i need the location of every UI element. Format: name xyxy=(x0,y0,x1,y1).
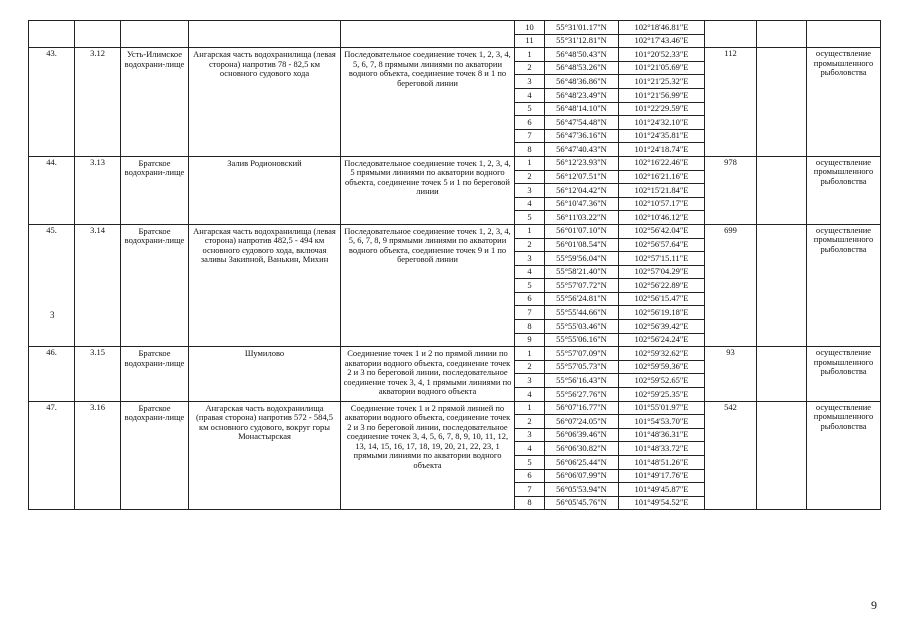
point-longitude: 102°10'57.17"E xyxy=(619,197,705,211)
cell-empty xyxy=(757,48,807,157)
point-latitude: 55°57'07.72"N xyxy=(545,279,619,293)
point-number: 2 xyxy=(515,415,545,429)
coordinates-table xyxy=(28,20,881,510)
page-number: 9 xyxy=(871,598,877,612)
purpose: осуществление промышленного рыболовства xyxy=(807,347,881,401)
point-longitude: 102°18'46.81"E xyxy=(619,21,705,35)
area-value: 699 xyxy=(705,224,757,346)
point-longitude: 102°16'21.16"E xyxy=(619,170,705,184)
point-latitude: 56°01'07.10"N xyxy=(545,224,619,238)
point-number: 3 xyxy=(515,252,545,266)
point-longitude: 102°56'15.47"E xyxy=(619,292,705,306)
entry-number: 45. xyxy=(29,224,75,346)
point-latitude: 55°57'07.09"N xyxy=(545,347,619,361)
entry-subnumber: 3.13 xyxy=(75,156,121,224)
margin-mark: 3 xyxy=(50,310,55,320)
point-longitude: 102°59'52.65"E xyxy=(619,374,705,388)
entry-number: 43. xyxy=(29,48,75,157)
cell-desc xyxy=(341,21,515,48)
point-number: 8 xyxy=(515,143,545,157)
site-name: Шумилово xyxy=(189,347,341,401)
point-number: 4 xyxy=(515,388,545,402)
point-number: 5 xyxy=(515,456,545,470)
point-longitude: 101°21'56.99"E xyxy=(619,88,705,102)
point-longitude: 101°21'05.69"E xyxy=(619,61,705,75)
table-row xyxy=(29,21,881,35)
point-number: 1 xyxy=(515,224,545,238)
area-value: 93 xyxy=(705,347,757,401)
purpose: осуществление промышленного рыболовства xyxy=(807,401,881,510)
point-longitude: 102°59'59.36"E xyxy=(619,360,705,374)
point-longitude: 101°20'52.33"E xyxy=(619,48,705,62)
table-row xyxy=(29,224,881,238)
point-longitude: 102°56'39.42"E xyxy=(619,320,705,334)
entry-subnumber: 3.14 xyxy=(75,224,121,346)
point-number: 2 xyxy=(515,360,545,374)
point-longitude: 101°49'54.52"E xyxy=(619,496,705,510)
point-longitude: 101°24'18.74"E xyxy=(619,143,705,157)
point-number: 9 xyxy=(515,333,545,347)
point-number: 1 xyxy=(515,156,545,170)
point-latitude: 56°47'40.43"N xyxy=(545,143,619,157)
table-row xyxy=(29,401,881,415)
point-latitude: 55°31'12.81"N xyxy=(545,34,619,48)
entry-subnumber: 3.12 xyxy=(75,48,121,157)
point-latitude: 56°12'04.42"N xyxy=(545,184,619,198)
point-longitude: 101°24'32.10"E xyxy=(619,116,705,130)
point-latitude: 56°48'53.26"N xyxy=(545,61,619,75)
point-latitude: 56°48'36.86"N xyxy=(545,75,619,89)
cell-water xyxy=(121,21,189,48)
water-body: Братское водохрани-лище xyxy=(121,224,189,346)
boundary-description: Последовательное соединение точек 1, 2, 3, 4, 5, 6, 7, 8, 9 прямыми линиями по акватории водного объекта, соединение точек 9 и 1 по береговой линии xyxy=(341,224,515,346)
point-number: 10 xyxy=(515,21,545,35)
cell-area xyxy=(705,21,757,48)
table-row xyxy=(29,347,881,361)
entry-number: 44. xyxy=(29,156,75,224)
point-latitude: 56°48'14.10"N xyxy=(545,102,619,116)
point-number: 6 xyxy=(515,116,545,130)
point-longitude: 102°57'15.11"E xyxy=(619,252,705,266)
point-longitude: 102°59'32.62"E xyxy=(619,347,705,361)
point-latitude: 55°56'24.81"N xyxy=(545,292,619,306)
point-number: 3 xyxy=(515,184,545,198)
point-latitude: 55°59'56.04"N xyxy=(545,252,619,266)
site-name: Залив Родионовский xyxy=(189,156,341,224)
cell-num xyxy=(29,21,75,48)
point-latitude: 55°56'27.76"N xyxy=(545,388,619,402)
point-number: 4 xyxy=(515,197,545,211)
point-number: 1 xyxy=(515,401,545,415)
boundary-description: Последовательное соединение точек 1, 2, 3, 4, 5, 6, 7, 8 прямыми линиями по акватории водного объекта, соединение точек 8 и 1 по береговой линии xyxy=(341,48,515,157)
entry-subnumber: 3.16 xyxy=(75,401,121,510)
point-longitude: 102°15'21.84"E xyxy=(619,184,705,198)
point-number: 7 xyxy=(515,306,545,320)
point-number: 5 xyxy=(515,102,545,116)
point-number: 2 xyxy=(515,238,545,252)
point-longitude: 101°22'29.59"E xyxy=(619,102,705,116)
point-number: 3 xyxy=(515,75,545,89)
point-longitude: 101°49'45.87"E xyxy=(619,483,705,497)
point-latitude: 56°10'47.36"N xyxy=(545,197,619,211)
area-value: 542 xyxy=(705,401,757,510)
point-longitude: 101°55'01.97"E xyxy=(619,401,705,415)
cell-empty xyxy=(757,156,807,224)
point-longitude: 101°48'36.31"E xyxy=(619,428,705,442)
point-longitude: 102°57'04.29"E xyxy=(619,265,705,279)
point-longitude: 102°17'43.46"E xyxy=(619,34,705,48)
point-latitude: 56°48'23.49"N xyxy=(545,88,619,102)
point-number: 7 xyxy=(515,483,545,497)
point-number: 7 xyxy=(515,129,545,143)
point-longitude: 102°16'22.46"E xyxy=(619,156,705,170)
point-latitude: 56°47'36.16"N xyxy=(545,129,619,143)
point-longitude: 101°49'17.76"E xyxy=(619,469,705,483)
cell-empty xyxy=(757,401,807,510)
point-number: 6 xyxy=(515,469,545,483)
site-name: Ангарская часть водохранилища (правая сторона) напротив 572 - 584,5 км основного судового, вокруг горы Монастырская xyxy=(189,401,341,510)
point-number: 2 xyxy=(515,61,545,75)
entry-number: 47. xyxy=(29,401,75,510)
point-latitude: 56°12'07.51"N xyxy=(545,170,619,184)
point-longitude: 102°59'25.35"E xyxy=(619,388,705,402)
point-number: 4 xyxy=(515,88,545,102)
table-row xyxy=(29,48,881,62)
site-name: Ангарская часть водохранилища (левая сторона) напротив 482,5 - 494 км основного судового хода, включая заливы Закипной, Ванькин, Михин xyxy=(189,224,341,346)
point-latitude: 56°07'24.05"N xyxy=(545,415,619,429)
point-longitude: 102°56'57.64"E xyxy=(619,238,705,252)
point-number: 11 xyxy=(515,34,545,48)
cell-name xyxy=(189,21,341,48)
point-number: 2 xyxy=(515,170,545,184)
point-latitude: 55°55'06.16"N xyxy=(545,333,619,347)
point-latitude: 56°06'07.99"N xyxy=(545,469,619,483)
point-latitude: 56°48'50.43"N xyxy=(545,48,619,62)
point-latitude: 56°06'30.82"N xyxy=(545,442,619,456)
cell-sub xyxy=(75,21,121,48)
point-number: 5 xyxy=(515,279,545,293)
point-longitude: 101°54'53.70"E xyxy=(619,415,705,429)
table-body xyxy=(29,21,881,510)
purpose: осуществление промышленного рыболовства xyxy=(807,48,881,157)
point-number: 3 xyxy=(515,374,545,388)
point-longitude: 102°10'46.12"E xyxy=(619,211,705,225)
point-longitude: 101°21'25.32"E xyxy=(619,75,705,89)
point-latitude: 55°57'05.73"N xyxy=(545,360,619,374)
point-latitude: 55°58'21.40"N xyxy=(545,265,619,279)
point-number: 6 xyxy=(515,292,545,306)
water-body: Братское водохрани-лище xyxy=(121,401,189,510)
water-body: Братское водохрани-лище xyxy=(121,156,189,224)
point-latitude: 56°12'23.93"N xyxy=(545,156,619,170)
point-latitude: 56°01'08.54"N xyxy=(545,238,619,252)
point-latitude: 55°55'03.46"N xyxy=(545,320,619,334)
point-longitude: 102°56'42.04"E xyxy=(619,224,705,238)
point-number: 8 xyxy=(515,496,545,510)
boundary-description: Соединение точек 1 и 2 по прямой линии по акватории водного объекта, соединение точек 2 и 3 по береговой линии, последовательное соединение точек 3, 4, 1 прямыми линиями по акватории водного объекта xyxy=(341,347,515,401)
cell-empty xyxy=(757,21,807,48)
point-latitude: 55°56'16.43"N xyxy=(545,374,619,388)
cell-empty xyxy=(757,347,807,401)
point-number: 4 xyxy=(515,265,545,279)
site-name: Ангарская часть водохранилища (левая сторона) напротив 78 - 82,5 км основного судового хода xyxy=(189,48,341,157)
point-latitude: 56°06'25.44"N xyxy=(545,456,619,470)
water-body: Братское водохрани-лище xyxy=(121,347,189,401)
point-longitude: 102°56'22.89"E xyxy=(619,279,705,293)
area-value: 978 xyxy=(705,156,757,224)
point-latitude: 56°06'39.46"N xyxy=(545,428,619,442)
table-row xyxy=(29,156,881,170)
boundary-description: Соединение точек 1 и 2 прямой линией по акватории водного объекта, соединение точек 2 и 3 по береговой линии, последовательное соединение точек 3, 4, 5, 6, 7, 8, 9, 10, 11, 12, 13, 14, 15, 16, 17, 18, 19, 20, 21, 22, 23, 1 прямыми линиями по акватории водного объекта xyxy=(341,401,515,510)
point-number: 4 xyxy=(515,442,545,456)
point-number: 1 xyxy=(515,347,545,361)
purpose: осуществление промышленного рыболовства xyxy=(807,156,881,224)
entry-number: 46. xyxy=(29,347,75,401)
point-longitude: 101°48'33.72"E xyxy=(619,442,705,456)
entry-subnumber: 3.15 xyxy=(75,347,121,401)
point-latitude: 56°11'03.22"N xyxy=(545,211,619,225)
boundary-description: Последовательное соединение точек 1, 2, 3, 4, 5 прямыми линиями по акватории водного объекта, соединение точек 5 и 1 по береговой линии xyxy=(341,156,515,224)
point-latitude: 55°31'01.17"N xyxy=(545,21,619,35)
point-number: 5 xyxy=(515,211,545,225)
area-value: 112 xyxy=(705,48,757,157)
point-longitude: 102°56'24.24"E xyxy=(619,333,705,347)
point-latitude: 56°47'54.48"N xyxy=(545,116,619,130)
point-longitude: 101°48'51.26"E xyxy=(619,456,705,470)
point-latitude: 56°07'16.77"N xyxy=(545,401,619,415)
point-number: 3 xyxy=(515,428,545,442)
point-latitude: 56°05'53.94"N xyxy=(545,483,619,497)
purpose: осуществление промышленного рыболовства xyxy=(807,224,881,346)
point-latitude: 56°05'45.76"N xyxy=(545,496,619,510)
point-number: 8 xyxy=(515,320,545,334)
cell-purpose xyxy=(807,21,881,48)
point-latitude: 55°55'44.66"N xyxy=(545,306,619,320)
point-number: 1 xyxy=(515,48,545,62)
water-body: Усть-Илимское водохрани-лище xyxy=(121,48,189,157)
point-longitude: 101°24'35.81"E xyxy=(619,129,705,143)
cell-empty xyxy=(757,224,807,346)
point-longitude: 102°56'19.18"E xyxy=(619,306,705,320)
